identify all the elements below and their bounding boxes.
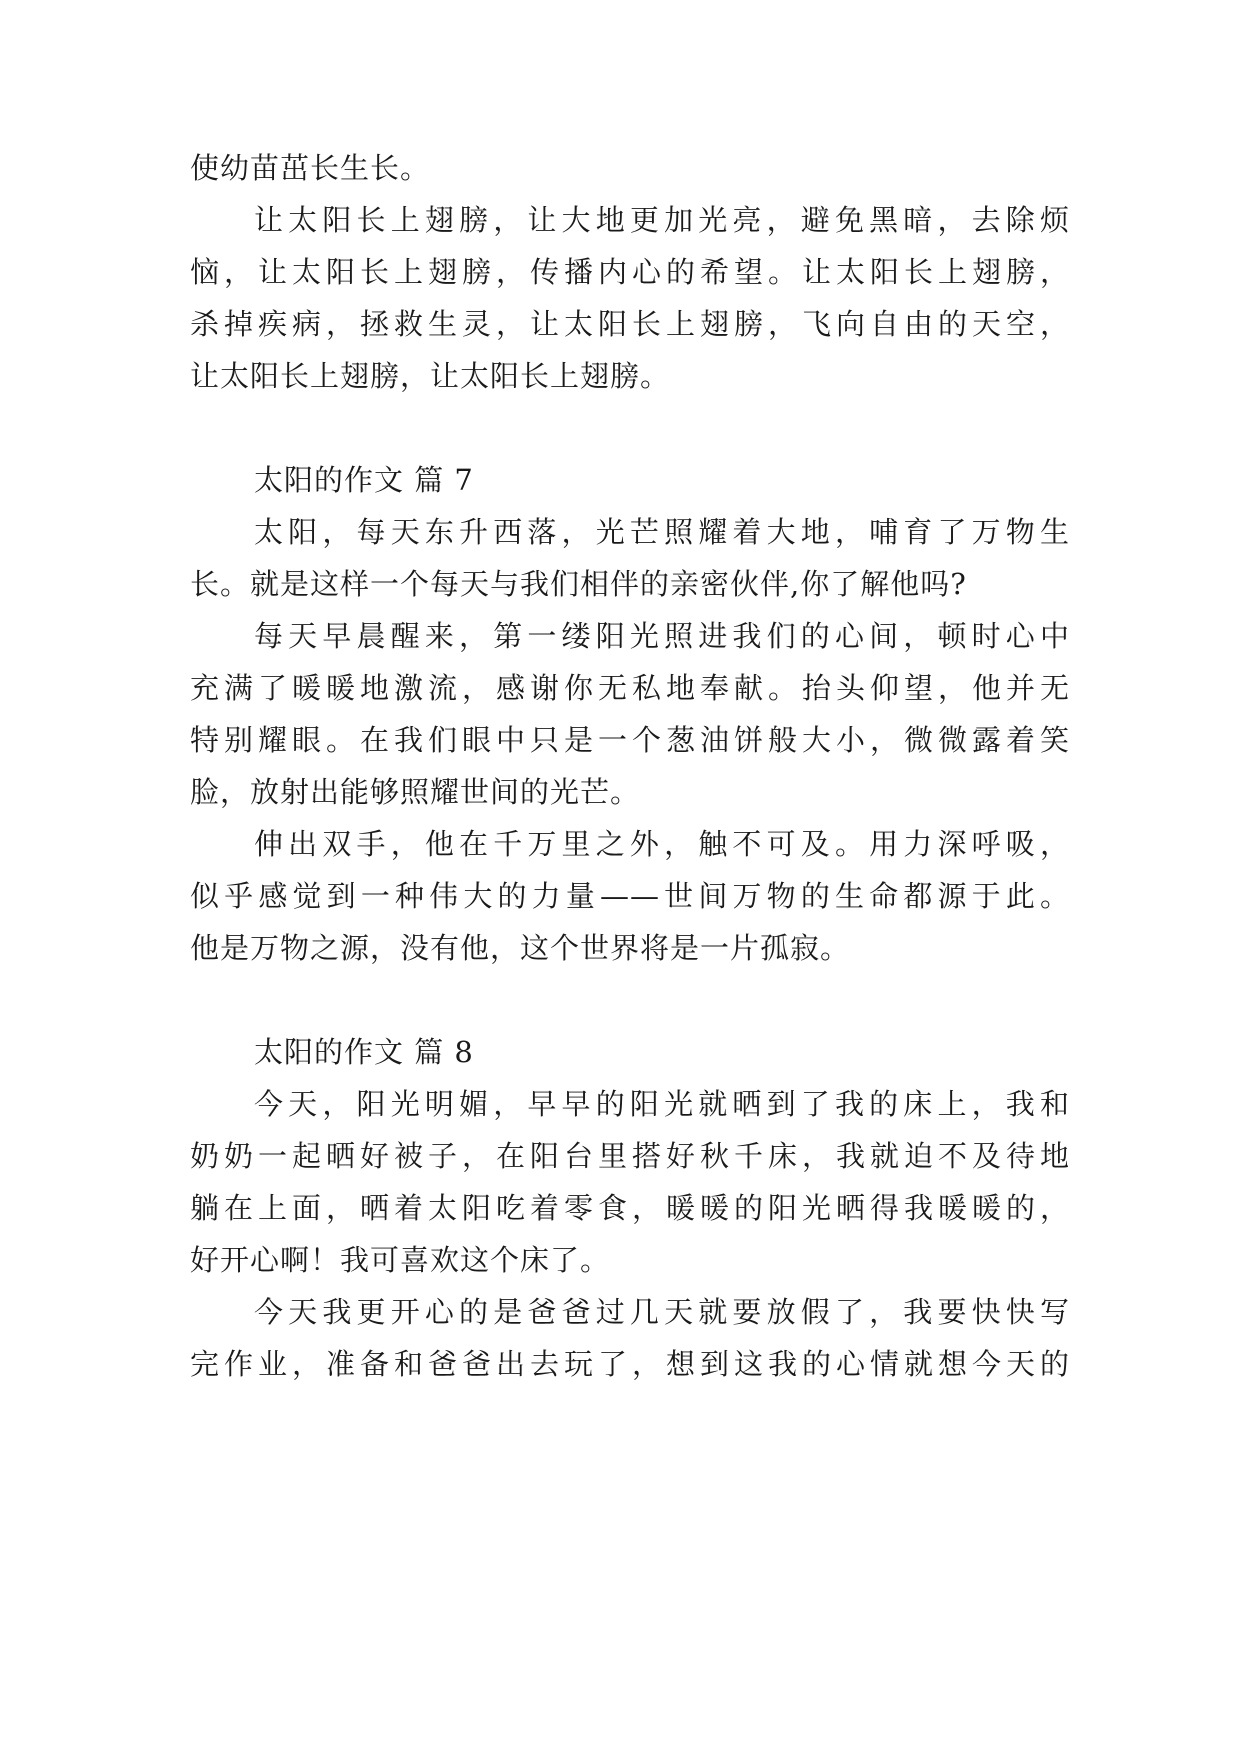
paragraph-line: 充满了暖暖地激流，感谢你无私地奉献。抬头仰望，他并无: [190, 671, 1070, 705]
paragraph-line: 使幼苗茁长生长。: [190, 151, 431, 185]
paragraph-line: 好开心啊！我可喜欢这个床了。: [190, 1243, 611, 1277]
paragraph-line: 脸，放射出能够照耀世间的光芒。: [190, 775, 641, 809]
section-heading: 太阳的作文 篇 8: [254, 1035, 474, 1069]
paragraph-line: 似乎感觉到一种伟大的力量——世间万物的生命都源于此。: [190, 879, 1070, 913]
paragraph-line: 特别耀眼。在我们眼中只是一个葱油饼般大小，微微露着笑: [190, 723, 1070, 757]
paragraph-line: 完作业，准备和爸爸出去玩了，想到这我的心情就想今天的: [190, 1347, 1070, 1381]
section-heading: 太阳的作文 篇 7: [254, 463, 474, 497]
paragraph-line: 奶奶一起晒好被子，在阳台里搭好秋千床，我就迫不及待地: [190, 1139, 1070, 1173]
paragraph-line: 杀掉疾病，拯救生灵，让太阳长上翅膀，飞向自由的天空，: [190, 307, 1070, 341]
paragraph-line: 恼，让太阳长上翅膀，传播内心的希望。让太阳长上翅膀，: [190, 255, 1070, 289]
paragraph-line: 今天我更开心的是爸爸过几天就要放假了，我要快快写: [254, 1295, 1070, 1329]
paragraph-line: 躺在上面，晒着太阳吃着零食，暖暖的阳光晒得我暖暖的，: [190, 1191, 1070, 1225]
paragraph-line: 伸出双手，他在千万里之外，触不可及。用力深呼吸，: [254, 827, 1070, 861]
paragraph-line: 太阳，每天东升西落，光芒照耀着大地，哺育了万物生: [254, 515, 1070, 549]
paragraph-line: 他是万物之源，没有他，这个世界将是一片孤寂。: [190, 931, 851, 965]
paragraph-line: 今天，阳光明媚，早早的阳光就晒到了我的床上，我和: [254, 1087, 1070, 1121]
paragraph-line: 让太阳长上翅膀，让大地更加光亮，避免黑暗，去除烦: [254, 203, 1070, 237]
paragraph-line: 长。就是这样一个每天与我们相伴的亲密伙伴,你了解他吗?: [190, 567, 967, 601]
paragraph-line: 每天早晨醒来，第一缕阳光照进我们的心间，顿时心中: [254, 619, 1070, 653]
paragraph-line: 让太阳长上翅膀，让太阳长上翅膀。: [190, 359, 671, 393]
